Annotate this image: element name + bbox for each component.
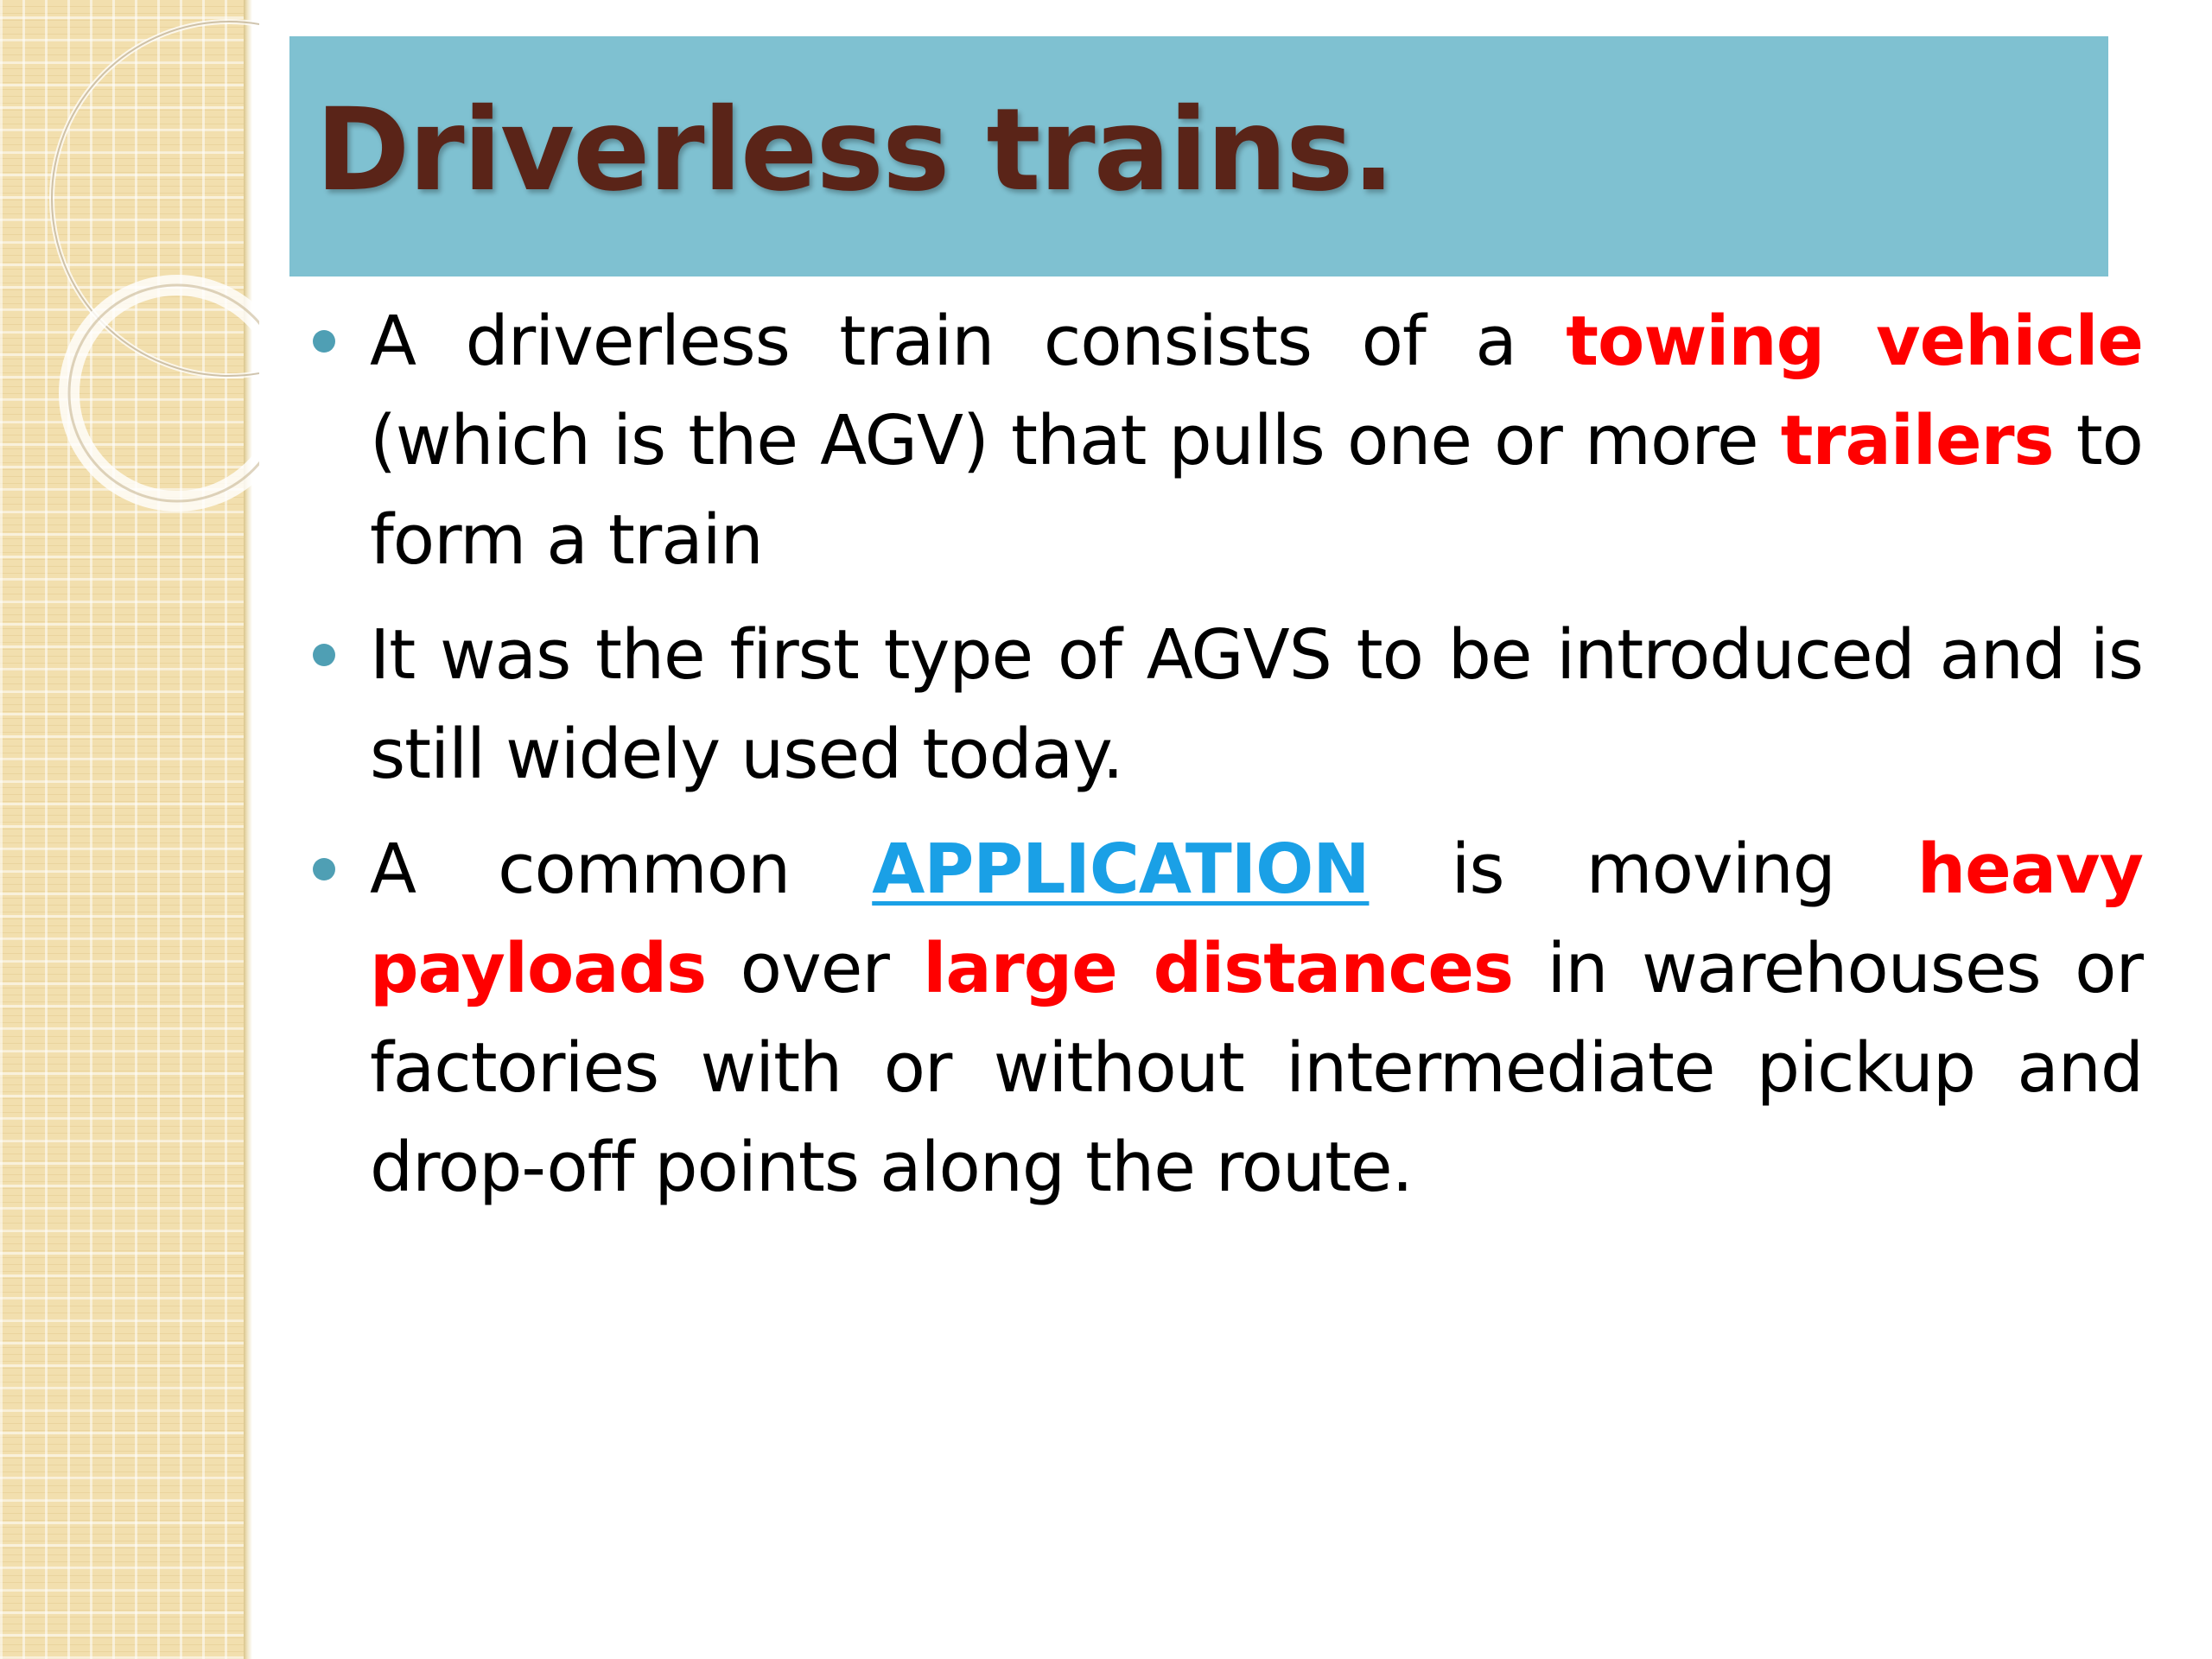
bullet-3-text-4: in warehouses or factories with or without intermediate pickup and drop-off points along the route.	[370, 929, 2143, 1207]
bullet-dot-icon	[313, 330, 335, 353]
bullet-3-text-3: over	[706, 929, 924, 1008]
decorative-rings	[0, 0, 259, 553]
bullet-3-text-1: A common	[370, 830, 873, 909]
bullet-1-text-1: A driverless train consists of a	[370, 302, 1567, 381]
bullet-item-1	[302, 292, 2143, 590]
application-link[interactable]: APPLICATION	[872, 830, 1370, 909]
bullet-item-3	[302, 820, 2143, 1217]
slide-title: Driverless trains.	[315, 84, 1394, 217]
highlight-heavy-payloads: heavy payloads	[370, 830, 2143, 1008]
bullet-list	[302, 292, 2143, 1233]
bullet-2-text: It was the first type of AGVS to be introduced and is still widely used today.	[370, 615, 2143, 794]
highlight-towing-vehicle: towing vehicle	[1566, 302, 2143, 381]
highlight-large-distances: large distances	[923, 929, 1513, 1008]
bullet-1-text-3: to form a train	[370, 401, 2144, 580]
highlight-trailers: trailers	[1780, 401, 2054, 480]
bullet-item-2	[302, 606, 2143, 804]
bullet-dot-icon	[313, 644, 335, 666]
bullet-1-text-2: (which is the AGV) that pulls one or more	[370, 401, 1781, 480]
bullet-dot-icon	[313, 858, 335, 880]
bullet-3-text-2: is moving	[1369, 830, 1917, 909]
